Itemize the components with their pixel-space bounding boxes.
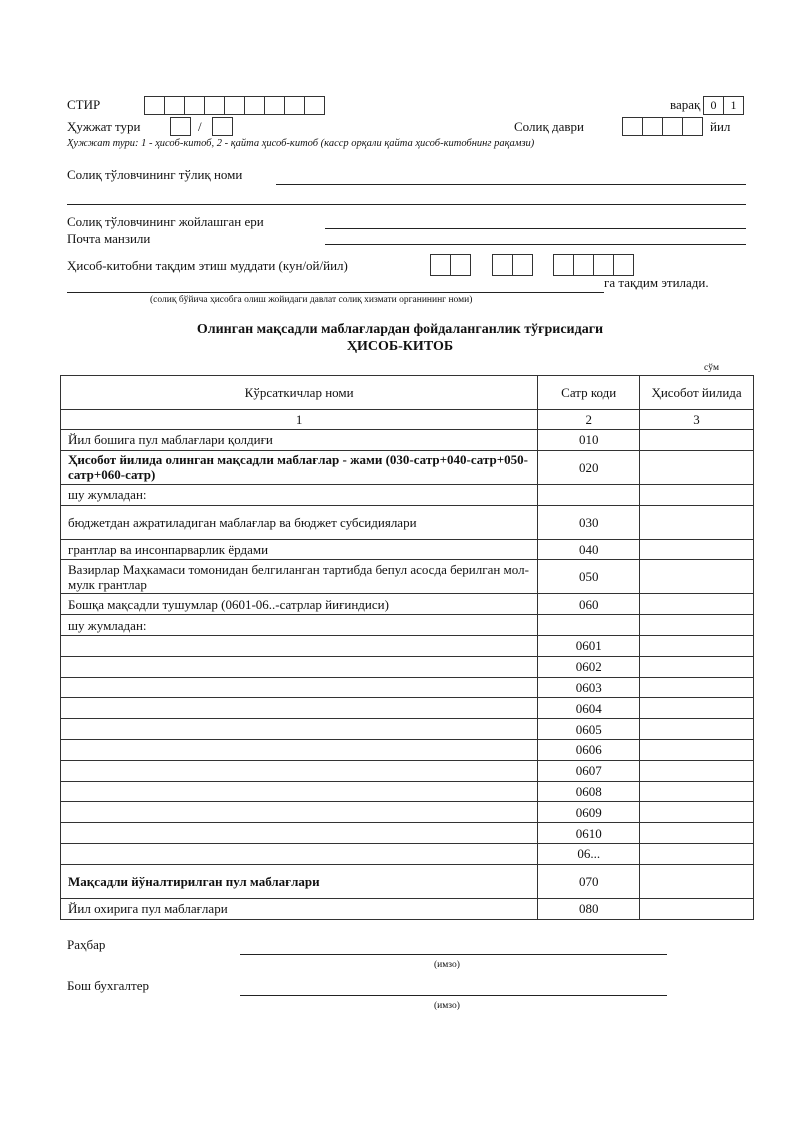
table-row [61, 450, 754, 484]
deadline-month-cells[interactable] [492, 254, 533, 275]
table-row [61, 560, 754, 594]
row-code: 080 [538, 898, 640, 919]
row-name [61, 635, 538, 656]
col-header-value: Ҳисобот йилида [640, 376, 754, 410]
row-name: бюджетдан ажратиладиган маблағлар ва бюджет субсидиялари [61, 505, 538, 539]
table-row [61, 430, 754, 451]
year-label: йил [710, 119, 731, 134]
row-code [538, 484, 640, 505]
table-row [61, 843, 754, 864]
row-value-input[interactable] [640, 560, 754, 594]
row-value-input[interactable] [640, 719, 754, 740]
row-code: 0601 [538, 635, 640, 656]
table-row [61, 739, 754, 760]
tax-service-note: (солиқ бўйича ҳисобга олиш жойидаги давлат солиқ хизмати органининг номи) [150, 295, 473, 305]
deadline-year-cells[interactable] [553, 254, 634, 275]
head-label: Раҳбар [67, 937, 106, 952]
form-title-line-1: Олинган мақсадли маблағлардан фойдаланганлик тўғрисидаги [196, 322, 604, 337]
row-code: 0605 [538, 719, 640, 740]
table-row [61, 781, 754, 802]
table-row [61, 698, 754, 719]
doc-type-number-cell[interactable] [212, 117, 233, 135]
row-value-input[interactable] [640, 843, 754, 864]
row-name [61, 698, 538, 719]
postal-address-line[interactable] [325, 244, 746, 245]
row-code: 0607 [538, 760, 640, 781]
row-value-input[interactable] [640, 677, 754, 698]
col-header-name: Кўрсаткичлар номи [61, 376, 538, 410]
row-value-input[interactable] [640, 802, 754, 823]
taxpayer-location-label: Солиқ тўловчининг жойлашган ери [67, 214, 264, 229]
submission-deadline-label: Ҳисоб-китобни тақдим этиш муддати (кун/ой/йил) [67, 258, 348, 273]
row-name [61, 781, 538, 802]
row-code: 060 [538, 594, 640, 615]
row-code: 0608 [538, 781, 640, 802]
taxpayer-location-line[interactable] [325, 228, 746, 229]
row-code: 070 [538, 864, 640, 898]
row-name: Йил бошига пул маблағлари қолдиғи [61, 430, 538, 451]
row-value-input[interactable] [640, 615, 754, 636]
row-value-input[interactable] [640, 760, 754, 781]
stir-cells[interactable] [144, 96, 325, 114]
table-row [61, 505, 754, 539]
tax-period-label: Солиқ даври [514, 119, 584, 134]
row-value-input[interactable] [640, 484, 754, 505]
accountant-label: Бош бухгалтер [67, 978, 149, 993]
row-name: Йил охирига пул маблағлари [61, 898, 538, 919]
row-name [61, 719, 538, 740]
row-name [61, 760, 538, 781]
unit-label: сўм [704, 363, 719, 373]
table-row [61, 594, 754, 615]
row-code: 06... [538, 843, 640, 864]
row-code: 020 [538, 450, 640, 484]
row-code: 050 [538, 560, 640, 594]
table-row [61, 898, 754, 919]
deadline-day-cells[interactable] [430, 254, 471, 275]
varaq-cell-1[interactable]: 0 [703, 96, 724, 115]
row-code: 0606 [538, 739, 640, 760]
col-num-1: 1 [61, 410, 538, 430]
table-row [61, 677, 754, 698]
table-row [61, 760, 754, 781]
taxpayer-name-label: Солиқ тўловчининг тўлиқ номи [67, 167, 243, 182]
row-code: 0604 [538, 698, 640, 719]
table-row [61, 823, 754, 844]
doc-type-slash: / [198, 119, 202, 134]
row-name: шу жумладан: [61, 615, 538, 636]
col-num-3: 3 [640, 410, 754, 430]
col-header-code: Сатр коди [538, 376, 640, 410]
row-value-input[interactable] [640, 505, 754, 539]
row-name [61, 739, 538, 760]
taxpayer-name-line-2[interactable] [67, 204, 746, 205]
accountant-sign-note: (имзо) [434, 1001, 460, 1011]
tax-service-line[interactable] [67, 292, 604, 293]
row-code: 0609 [538, 802, 640, 823]
row-value-input[interactable] [640, 781, 754, 802]
row-value-input[interactable] [640, 898, 754, 919]
row-code: 0602 [538, 656, 640, 677]
row-name [61, 843, 538, 864]
row-value-input[interactable] [640, 539, 754, 560]
form-title-line-2: ҲИСОБ-КИТОБ [346, 339, 454, 354]
row-code: 040 [538, 539, 640, 560]
row-name [61, 656, 538, 677]
head-sign-note: (имзо) [434, 960, 460, 970]
row-name: шу жумладан: [61, 484, 538, 505]
row-value-input[interactable] [640, 430, 754, 451]
row-value-input[interactable] [640, 450, 754, 484]
varaq-cells[interactable] [703, 96, 744, 114]
head-signature-line[interactable] [240, 954, 667, 955]
doc-type-label: Ҳужжат тури [67, 119, 141, 134]
table-row [61, 539, 754, 560]
row-name: Бошқа мақсадли тушумлар (0601-06..-сатрлар йиғиндиси) [61, 594, 538, 615]
row-value-input[interactable] [640, 864, 754, 898]
table-row [61, 656, 754, 677]
row-code: 0603 [538, 677, 640, 698]
row-name: Ҳисобот йилида олинган мақсадли маблағлар - жами (030-сатр+040-сатр+050-сатр+060-сатр) [61, 450, 538, 484]
col-num-2: 2 [538, 410, 640, 430]
table-row [61, 484, 754, 505]
row-code [538, 615, 640, 636]
report-table [60, 375, 754, 920]
row-value-input[interactable] [640, 656, 754, 677]
varaq-cell-2[interactable]: 1 [723, 96, 744, 115]
table-row [61, 719, 754, 740]
row-value-input[interactable] [640, 698, 754, 719]
accountant-signature-line[interactable] [240, 995, 667, 996]
table-row [61, 864, 754, 898]
taxpayer-name-line[interactable] [276, 184, 746, 185]
row-name [61, 823, 538, 844]
postal-address-label: Почта манзили [67, 231, 151, 246]
row-name: Вазирлар Маҳкамаси томонидан белгиланган тартибда бепул асосда берилган мол-мулк грантлар [61, 560, 538, 594]
row-name: грантлар ва инсонпарварлик ёрдами [61, 539, 538, 560]
table-row [61, 802, 754, 823]
doc-type-cell[interactable] [170, 117, 191, 135]
row-value-input[interactable] [640, 739, 754, 760]
row-name [61, 677, 538, 698]
table-row [61, 635, 754, 656]
submitted-to-label: га тақдим этилади. [604, 275, 709, 290]
tax-period-cells[interactable] [622, 117, 703, 135]
row-value-input[interactable] [640, 635, 754, 656]
row-code: 0610 [538, 823, 640, 844]
row-name: Мақсадли йўналтирилган пул маблағлари [61, 864, 538, 898]
varaq-label: варақ [670, 97, 701, 112]
row-code: 030 [538, 505, 640, 539]
stir-label: СТИР [67, 97, 101, 112]
row-code: 010 [538, 430, 640, 451]
table-row [61, 615, 754, 636]
row-name [61, 802, 538, 823]
row-value-input[interactable] [640, 594, 754, 615]
doc-type-note: Ҳужжат тури: 1 - ҳисоб-китоб, 2 - қайта ҳисоб-китоб (касср орқали қайта ҳисоб-китобнинг рақамзи) [67, 138, 535, 149]
row-value-input[interactable] [640, 823, 754, 844]
